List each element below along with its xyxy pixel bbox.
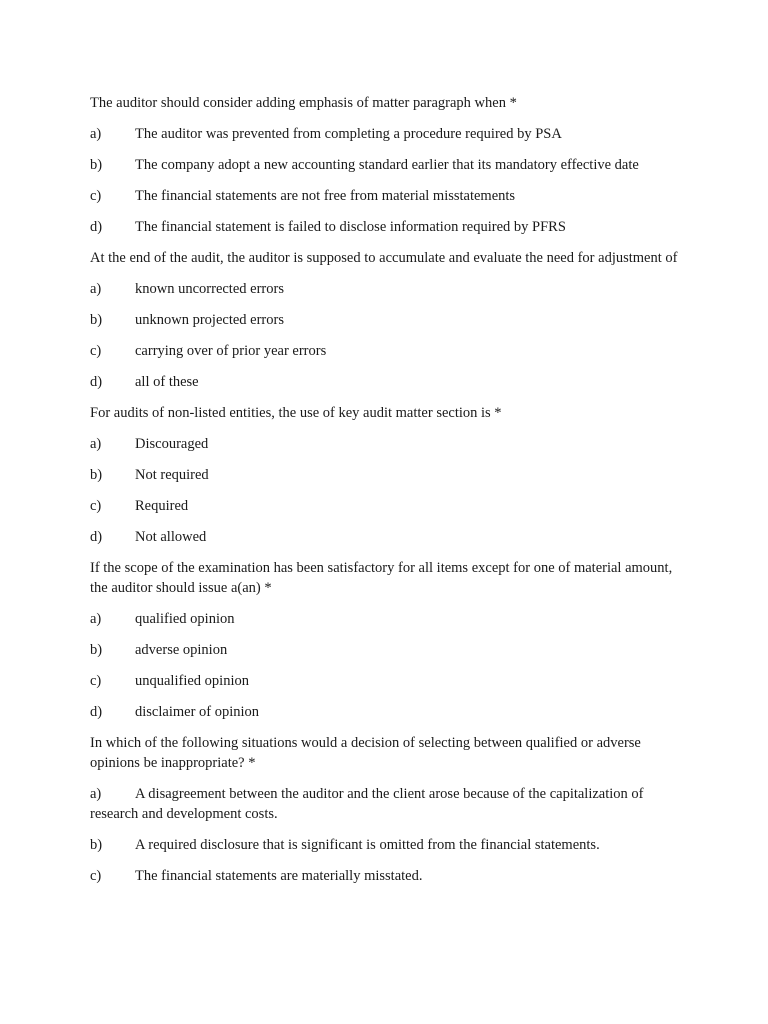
option-text: Required	[135, 498, 189, 514]
option-a	[90, 609, 680, 629]
option-letter: d)	[90, 529, 103, 545]
option-letter: d)	[90, 704, 103, 720]
option-text: Not allowed	[135, 529, 207, 545]
document-page	[90, 93, 680, 897]
option-d	[90, 372, 680, 392]
question-block-3	[90, 403, 680, 547]
option-d	[90, 217, 680, 237]
option-text: The financial statements are not free from material misstatements	[135, 188, 516, 204]
option-letter: c)	[90, 673, 102, 689]
option-c	[90, 341, 680, 361]
question-text: In which of the following situations would a decision of selecting between qualified or adverse opinions be inappropriate? *	[90, 735, 641, 771]
option-a	[90, 279, 680, 299]
question-text: The auditor should consider adding emphasis of matter paragraph when *	[90, 95, 517, 111]
option-letter: c)	[90, 868, 102, 884]
option-d	[90, 527, 680, 547]
option-a	[90, 124, 680, 144]
option-a	[90, 434, 680, 454]
option-letter: c)	[90, 498, 102, 514]
question-text: For audits of non-listed entities, the use of key audit matter section is *	[90, 405, 502, 421]
option-letter: d)	[90, 219, 103, 235]
option-letter: a)	[90, 436, 102, 452]
option-letter: a)	[90, 126, 102, 142]
option-letter: a)	[90, 281, 102, 297]
option-text: unknown projected errors	[135, 312, 284, 328]
option-b	[90, 465, 680, 485]
option-text: disclaimer of opinion	[135, 704, 260, 720]
option-c	[90, 496, 680, 516]
option-d	[90, 702, 680, 722]
question-block-4	[90, 558, 680, 722]
option-letter: a)	[90, 786, 102, 802]
option-text: Discouraged	[135, 436, 209, 452]
option-letter: b)	[90, 312, 103, 328]
option-letter: a)	[90, 611, 102, 627]
option-letter: b)	[90, 157, 103, 173]
option-c	[90, 866, 680, 886]
option-b	[90, 640, 680, 660]
option-text: all of these	[135, 374, 199, 390]
question-text: At the end of the audit, the auditor is supposed to accumulate and evaluate the need for adjustment of	[90, 250, 678, 266]
question-text: If the scope of the examination has been satisfactory for all items except for one of material amount, the auditor should issue a(an) *	[90, 560, 673, 596]
option-text: carrying over of prior year errors	[135, 343, 327, 359]
option-letter: d)	[90, 374, 103, 390]
option-text: A required disclosure that is significant is omitted from the financial statements.	[135, 837, 600, 853]
option-text: The financial statements are materially misstated.	[135, 868, 423, 884]
option-b	[90, 155, 680, 175]
question-block-5	[90, 733, 680, 886]
option-text: The financial statement is failed to disclose information required by PFRS	[135, 219, 566, 235]
option-a	[90, 784, 680, 824]
question-block-2	[90, 248, 680, 392]
option-letter: c)	[90, 343, 102, 359]
question-block-1	[90, 93, 680, 237]
option-letter: c)	[90, 188, 102, 204]
option-c	[90, 671, 680, 691]
option-text: A disagreement between the auditor and the client arose because of the capitalization of research and development costs.	[90, 786, 644, 822]
option-b	[90, 310, 680, 330]
option-text: The auditor was prevented from completing a procedure required by PSA	[135, 126, 562, 142]
option-text: known uncorrected errors	[135, 281, 284, 297]
option-text: The company adopt a new accounting standard earlier that its mandatory effective date	[135, 157, 639, 173]
option-c	[90, 186, 680, 206]
option-text: unqualified opinion	[135, 673, 249, 689]
option-b	[90, 835, 680, 855]
option-text: adverse opinion	[135, 642, 228, 658]
option-letter: b)	[90, 837, 103, 853]
option-letter: b)	[90, 467, 103, 483]
option-letter: b)	[90, 642, 103, 658]
option-text: qualified opinion	[135, 611, 235, 627]
option-text: Not required	[135, 467, 209, 483]
